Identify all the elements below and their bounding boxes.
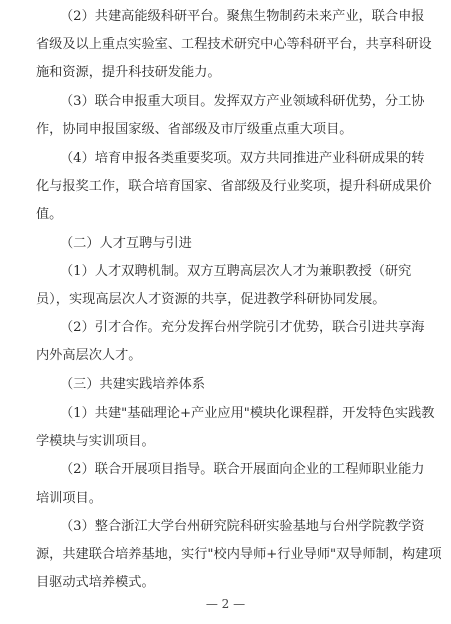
text-line: （3）整合浙江大学台州研究院科研实验基地与台州学院教学资 bbox=[60, 519, 425, 534]
text-line: （2）联合开展项目指导。联合开展面向企业的工程师职业能力 bbox=[60, 462, 425, 477]
text-line: 化与报奖工作，联合培育国家、省部级及行业奖项，提升科研成果价 bbox=[36, 179, 432, 194]
text-line: 作，协同申报国家级、省部级及市厅级重点重大项目。 bbox=[36, 122, 353, 137]
text-line: （2）共建高能级科研平台。聚焦生物制药未来产业，联合申报 bbox=[60, 9, 425, 24]
text-line: 学模块与实训项目。 bbox=[36, 434, 155, 449]
text-line: 源，共建联合培养基地，实行"校内导师+行业导师"双导师制，构建项 bbox=[36, 547, 442, 562]
text-line: （1）人才双聘机制。双方互聘高层次人才为兼职教授（研究 bbox=[60, 264, 412, 279]
text-line: （1）共建"基础理论+产业应用"模块化课程群，开发特色实践教 bbox=[60, 406, 435, 421]
text-line: （2）引才合作。充分发挥台州学院引才优势，联合引进共享海 bbox=[60, 320, 425, 335]
section-heading: （二）人才互聘与引进 bbox=[60, 236, 192, 251]
text-line: （4）培育申报各类重要奖项。双方共同推进产业科研成果的转 bbox=[60, 151, 425, 166]
text-line: 内外高层次人才。 bbox=[36, 348, 142, 363]
text-line: 目驱动式培养模式。 bbox=[36, 575, 155, 590]
text-line: 员），实现高层次人才资源的共享，促进教学科研协同发展。 bbox=[36, 292, 386, 307]
text-line: （3）联合申报重大项目。发挥双方产业领域科研优势，分工协 bbox=[60, 94, 425, 109]
text-line: 施和资源，提升科技研发能力。 bbox=[36, 65, 221, 80]
section-heading: （三）共建实践培养体系 bbox=[60, 377, 206, 392]
page-number: — 2 — bbox=[205, 597, 246, 611]
text-line: 值。 bbox=[36, 207, 63, 222]
text-line: 培训项目。 bbox=[36, 491, 102, 506]
text-line: 省级及以上重点实验室、工程技术研究中心等科研平台，共享科研设 bbox=[36, 37, 432, 52]
